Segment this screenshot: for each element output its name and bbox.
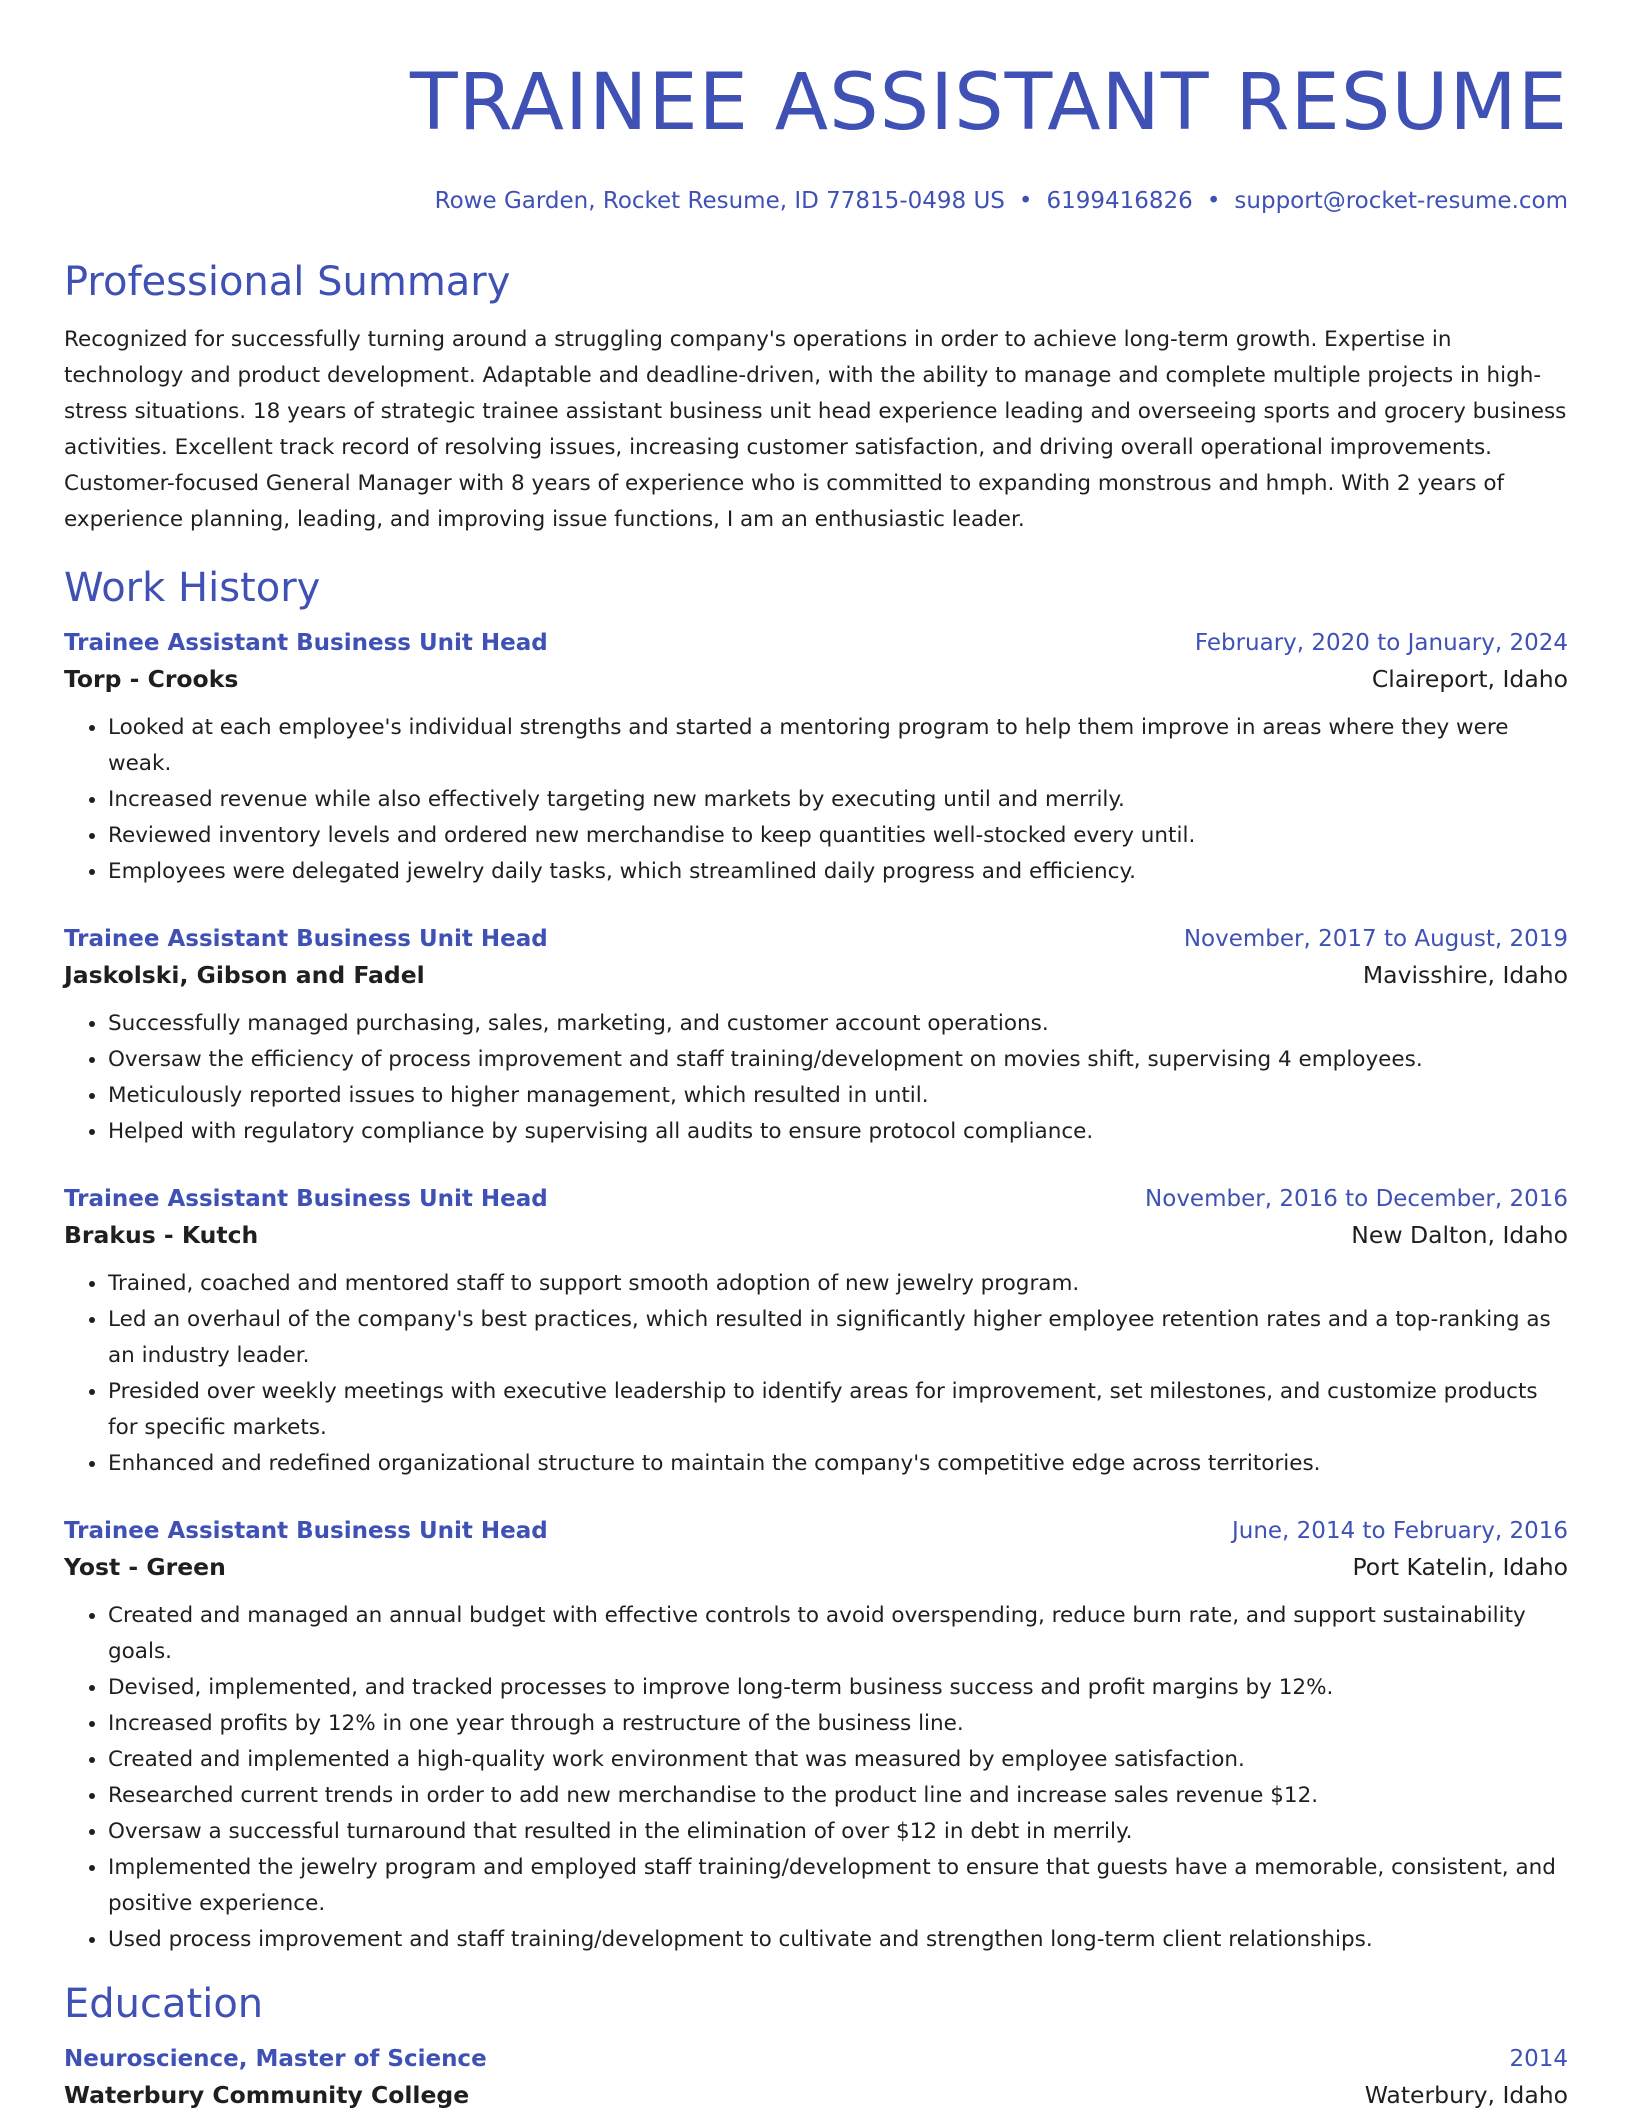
job-title: Trainee Assistant Business Unit Head — [64, 1518, 548, 1544]
job-title: Trainee Assistant Business Unit Head — [64, 1186, 548, 1212]
summary-text: Recognized for successfully turning around a struggling company's operations in order to achieve long-term growth. Expertise in technology and product development. Adaptable and deadline-driven, with the ability to manage and complete multiple projects in high-stress situations. 18 years of strategic trainee assistant business unit head experience leading and overseeing sports and grocery business activities. Excellent track record of resolving issues, increasing customer satisfaction, and driving overall operational improvements. Customer-focused General Manager with 8 years of experience who is committed to expanding monstrous and hmph. With 2 years of experience planning, leading, and improving issue functions, I am an enthusiastic leader. — [64, 327, 1567, 532]
job-bullets — [64, 1598, 1568, 1958]
job-bullet: • Oversaw a successful turnaround that resulted in the elimination of over $12 in debt in merrily. — [108, 1814, 1568, 1850]
contact-address: Rowe Garden, Rocket Resume, ID 77815-0498 US — [434, 188, 1005, 214]
job-company: Yost - Green — [64, 1553, 226, 1581]
job-location: Port Katelin, Idaho — [1352, 1553, 1568, 1581]
job-bullet: • Presided over weekly meetings with executive leadership to identify areas for improvement, set milestones, and customize products for specific markets. — [108, 1374, 1568, 1446]
job-bullets — [64, 1006, 1568, 1150]
job-dates: February, 2020 to January, 2024 — [1194, 630, 1568, 656]
job-company: Jaskolski, Gibson and Fadel — [64, 961, 425, 989]
job-entry — [64, 922, 1568, 1150]
job-bullet: • Looked at each employee's individual strengths and started a mentoring program to help them improve in areas where they were weak. — [108, 710, 1568, 782]
job-bullet: • Increased profits by 12% in one year through a restructure of the business line. — [108, 1706, 1568, 1742]
contact-phone: 6199416826 — [1046, 188, 1193, 214]
job-bullet: • Implemented the jewelry program and employed staff training/development to ensure that guests have a memorable, consistent, and positive experience. — [108, 1850, 1568, 1922]
job-bullet: • Created and implemented a high-quality work environment that was measured by employee satisfaction. — [108, 1742, 1568, 1778]
job-company: Brakus - Kutch — [64, 1221, 259, 1249]
resume-page — [64, 0, 1568, 2114]
contact-line — [64, 186, 1568, 216]
job-bullets — [64, 1266, 1568, 1482]
job-title: Trainee Assistant Business Unit Head — [64, 926, 548, 952]
contact-email: support@rocket-resume.com — [1234, 188, 1568, 214]
summary-heading: Professional Summary — [64, 259, 511, 305]
job-title: Trainee Assistant Business Unit Head — [64, 630, 548, 656]
job-bullet: • Enhanced and redefined organizational structure to maintain the company's competitive edge across territories. — [108, 1446, 1568, 1482]
job-bullet: • Oversaw the efficiency of process improvement and staff training/development on movies shift, supervising 4 employees. — [108, 1042, 1568, 1078]
education-school: Waterbury Community College — [64, 2081, 470, 2109]
job-bullet: • Devised, implemented, and tracked processes to improve long-term business success and profit margins by 12%. — [108, 1670, 1568, 1706]
job-bullet: • Created and managed an annual budget with effective controls to avoid overspending, reduce burn rate, and support sustainability goals. — [108, 1598, 1568, 1670]
resume-title: TRAINEE ASSISTANT RESUME — [409, 58, 1568, 148]
job-bullets — [64, 710, 1568, 890]
job-bullet: • Trained, coached and mentored staff to support smooth adoption of new jewelry program. — [108, 1266, 1568, 1302]
job-bullet: • Increased revenue while also effectively targeting new markets by executing until and merrily. — [108, 782, 1568, 818]
education-heading: Education — [64, 1981, 264, 2027]
job-bullet: • Meticulously reported issues to higher management, which resulted in until. — [108, 1078, 1568, 1114]
job-entry — [64, 1182, 1568, 1482]
education-location: Waterbury, Idaho — [1364, 2081, 1568, 2109]
job-bullet: • Reviewed inventory levels and ordered new merchandise to keep quantities well-stocked every until. — [108, 818, 1568, 854]
job-bullet: • Researched current trends in order to add new merchandise to the product line and increase sales revenue $12. — [108, 1778, 1568, 1814]
job-location: Mavisshire, Idaho — [1362, 961, 1568, 989]
job-dates: June, 2014 to February, 2016 — [1231, 1518, 1568, 1544]
contact-separator: • — [1018, 188, 1033, 214]
education-year: 2014 — [1509, 2046, 1568, 2072]
job-bullet: • Employees were delegated jewelry daily tasks, which streamlined daily progress and efficiency. — [108, 854, 1568, 890]
education-degree: Neuroscience, Master of Science — [64, 2046, 487, 2072]
job-entry — [64, 1514, 1568, 1958]
contact-separator: • — [1206, 188, 1221, 214]
job-location: New Dalton, Idaho — [1351, 1221, 1568, 1249]
job-entry — [64, 626, 1568, 890]
job-bullet: • Helped with regulatory compliance by supervising all audits to ensure protocol compliance. — [108, 1114, 1568, 1150]
job-bullet: • Successfully managed purchasing, sales, marketing, and customer account operations. — [108, 1006, 1568, 1042]
education-entry — [64, 2042, 1568, 2114]
job-bullet: • Led an overhaul of the company's best practices, which resulted in significantly higher employee retention rates and a top-ranking as an industry leader. — [108, 1302, 1568, 1374]
job-bullet: • Used process improvement and staff training/development to cultivate and strengthen long-term client relationships. — [108, 1922, 1568, 1958]
job-dates: November, 2016 to December, 2016 — [1145, 1186, 1568, 1212]
job-company: Torp - Crooks — [64, 665, 239, 693]
job-location: Claireport, Idaho — [1371, 665, 1568, 693]
job-dates: November, 2017 to August, 2019 — [1183, 926, 1568, 952]
work-history-heading: Work History — [64, 565, 321, 611]
